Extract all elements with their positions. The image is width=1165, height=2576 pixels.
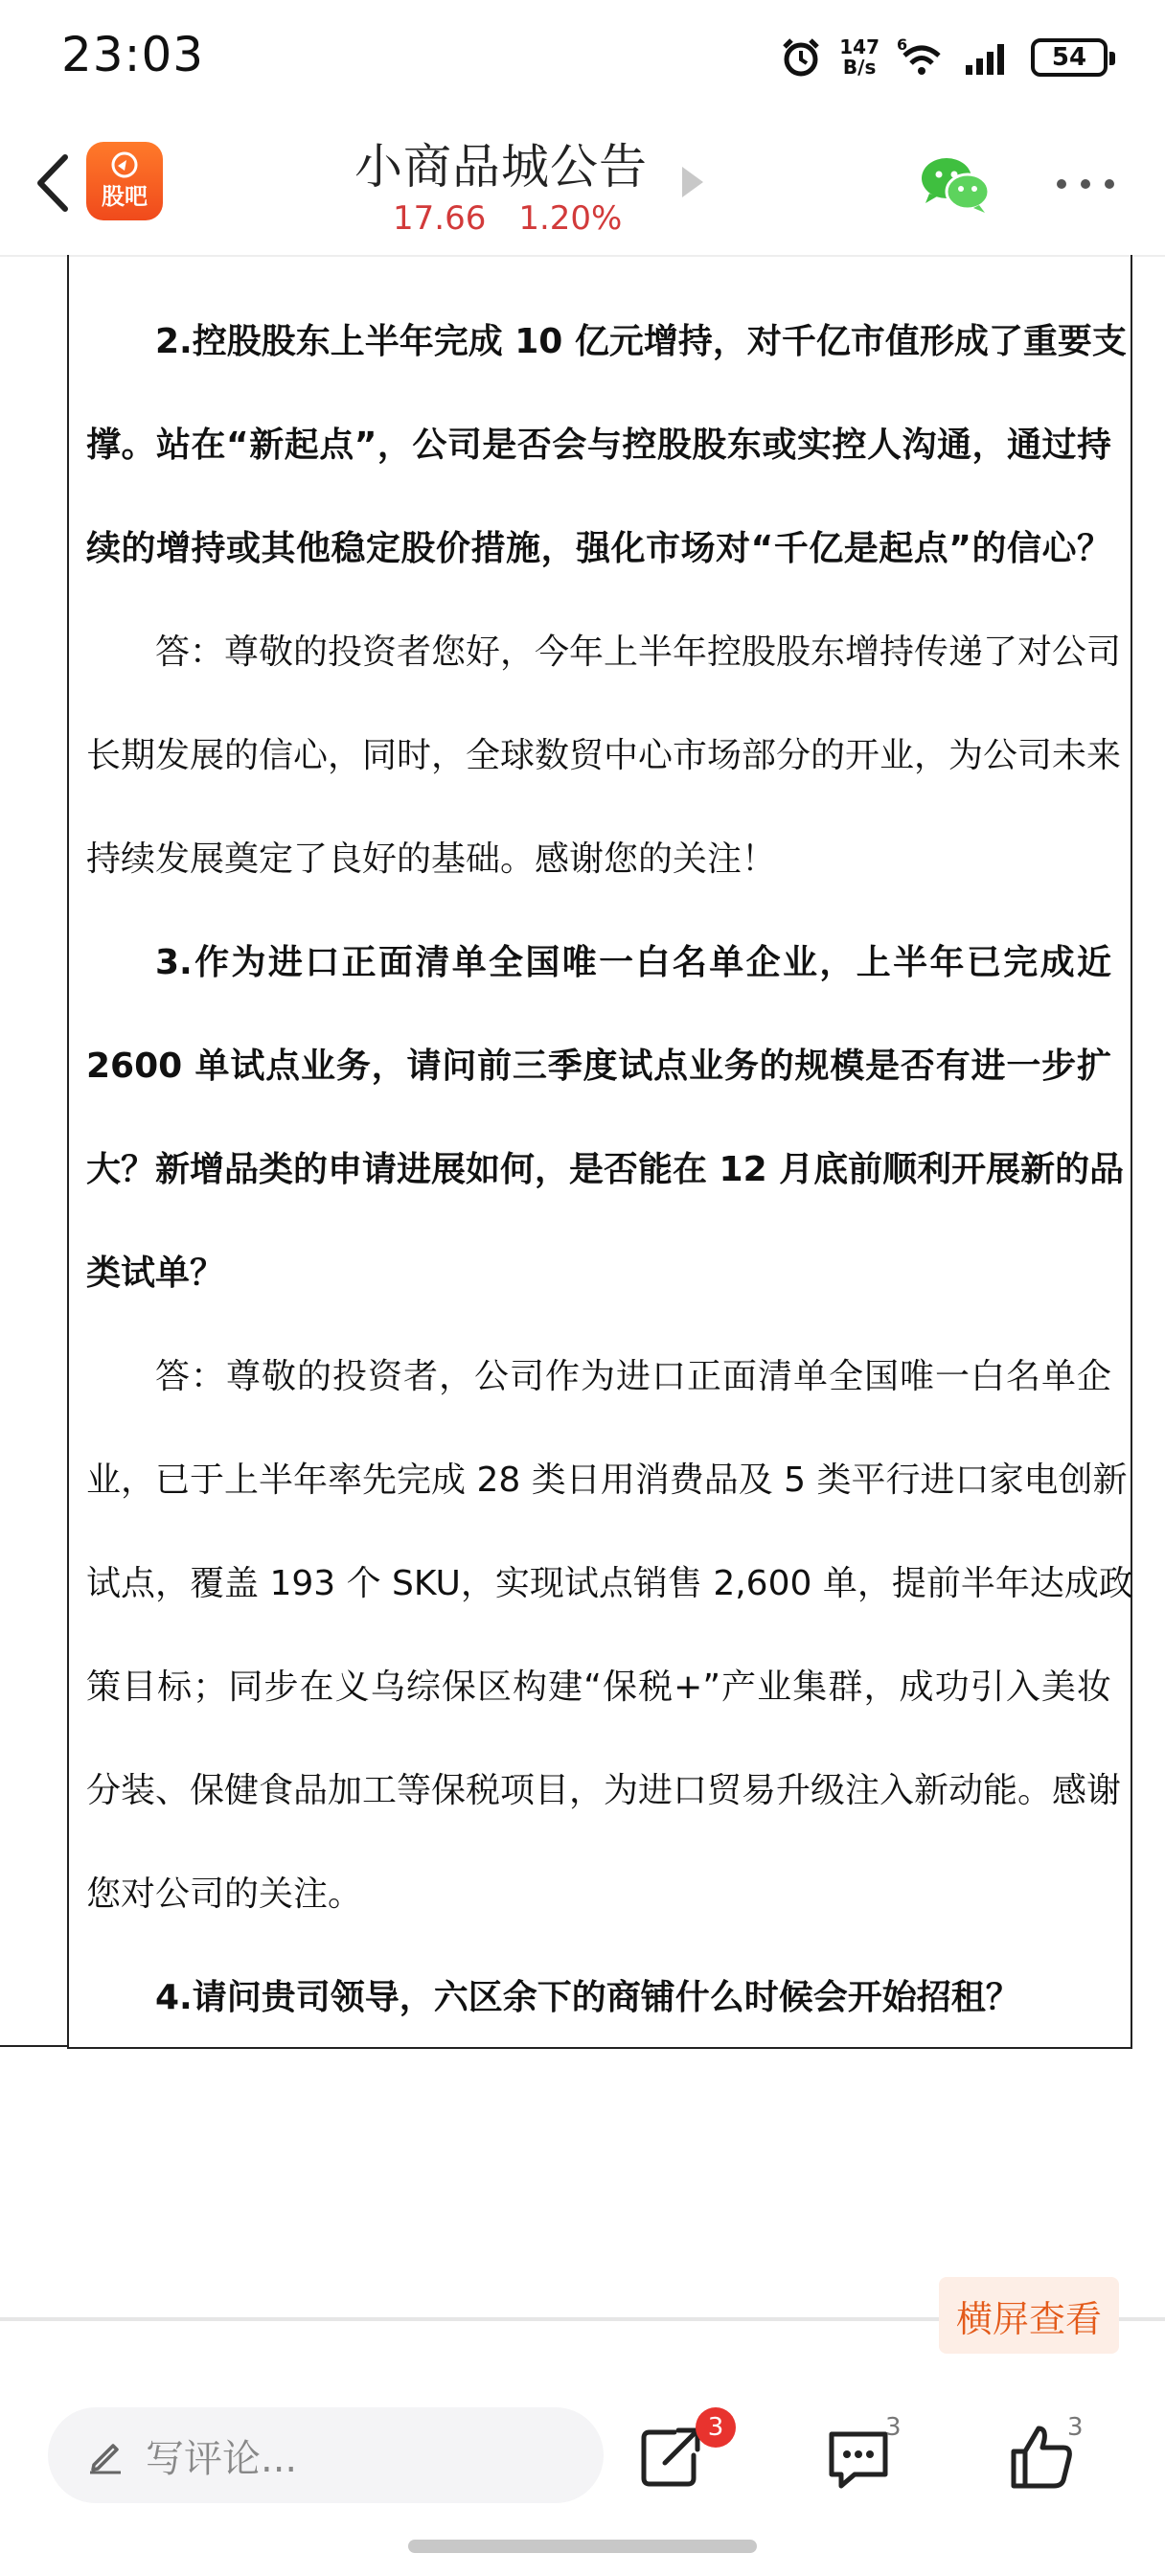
alarm-icon	[780, 36, 822, 79]
back-arrow-icon[interactable]	[27, 150, 84, 217]
like-count: 3	[1067, 2413, 1084, 2442]
battery-indicator: 54	[1031, 38, 1108, 77]
network-type: 6	[897, 36, 908, 54]
logo-mark-icon	[107, 151, 142, 180]
text-line: 长期发展的信心，同时，全球数贸中心市场部分的开业，为公司未来	[86, 736, 1122, 775]
wechat-icon[interactable]	[920, 155, 991, 215]
stock-quote	[393, 199, 622, 238]
pencil-icon	[86, 2436, 125, 2474]
share-badge: 3	[696, 2407, 736, 2448]
text-line: 分装、保健食品加工等保税项目，为进口贸易升级注入新动能。感谢	[86, 1771, 1122, 1810]
text-line: 答：尊敬的投资者，公司作为进口正面清单全国唯一白名单企	[155, 1357, 1111, 1396]
text-line: 试点，覆盖 193 个 SKU，实现试点销售 2,600 单，提前半年达成政	[86, 1564, 1133, 1603]
stock-change: 1.20%	[518, 199, 623, 238]
comment-placeholder: 写评论...	[146, 2436, 298, 2481]
text-line: 3.作为进口正面清单全国唯一白名单企业，上半年已完成近	[155, 943, 1111, 982]
title-arrow-icon[interactable]	[682, 167, 703, 197]
announcement-document	[0, 255, 1165, 2049]
landscape-view-button[interactable]: 横屏查看	[939, 2277, 1119, 2354]
text-line: 2600 单试点业务，请问前三季度试点业务的规模是否有进一步扩	[86, 1046, 1111, 1086]
wifi-icon	[897, 36, 947, 79]
network-speed: 147 B/s	[839, 35, 879, 79]
bottom-action-bar	[0, 2380, 1165, 2515]
text-line: 策目标；同步在义乌综保区构建“保税+”产业集群，成功引入美妆	[86, 1668, 1111, 1707]
status-icons	[780, 29, 1108, 86]
text-line: 您对公司的关注。	[86, 1874, 363, 1914]
page-title[interactable]: 小商品城公告	[354, 139, 648, 195]
text-line: 大？新增品类的申请进展如何，是否能在 12 月底前顺利开展新的品	[86, 1150, 1125, 1189]
app-header	[0, 113, 1165, 257]
signal-icon	[964, 38, 1014, 77]
text-line: 业，已于上半年率先完成 28 类日用消费品及 5 类平行进口家电创新	[86, 1460, 1128, 1500]
home-indicator[interactable]	[408, 2540, 757, 2553]
comment-input[interactable]	[48, 2407, 604, 2503]
text-line: 续的增持或其他稳定股价措施，强化市场对“千亿是起点”的信心？	[86, 529, 1111, 568]
logo-text: 股吧	[102, 183, 148, 210]
status-bar	[0, 0, 1165, 113]
text-line: 持续发展奠定了良好的基础。感谢您的关注！	[86, 840, 777, 879]
guba-logo[interactable]	[86, 142, 163, 220]
stock-price: 17.66	[393, 199, 487, 238]
more-options-icon[interactable]	[1052, 172, 1119, 196]
comment-count: 3	[885, 2413, 902, 2442]
text-line: 2.控股股东上半年完成 10 亿元增持，对千亿市值形成了重要支	[155, 322, 1127, 361]
text-line: 撑。站在“新起点”，公司是否会与控股股东或实控人沟通，通过持	[86, 426, 1111, 465]
document-outer-border	[0, 2045, 69, 2047]
text-line: 4.请问贵司领导，六区余下的商铺什么时候会开始招租？	[155, 1978, 1020, 2017]
clock: 23:03	[61, 27, 205, 82]
text-line: 类试单？	[86, 1254, 225, 1293]
text-line: 答：尊敬的投资者您好，今年上半年控股股东增持传递了对公司	[155, 632, 1122, 672]
